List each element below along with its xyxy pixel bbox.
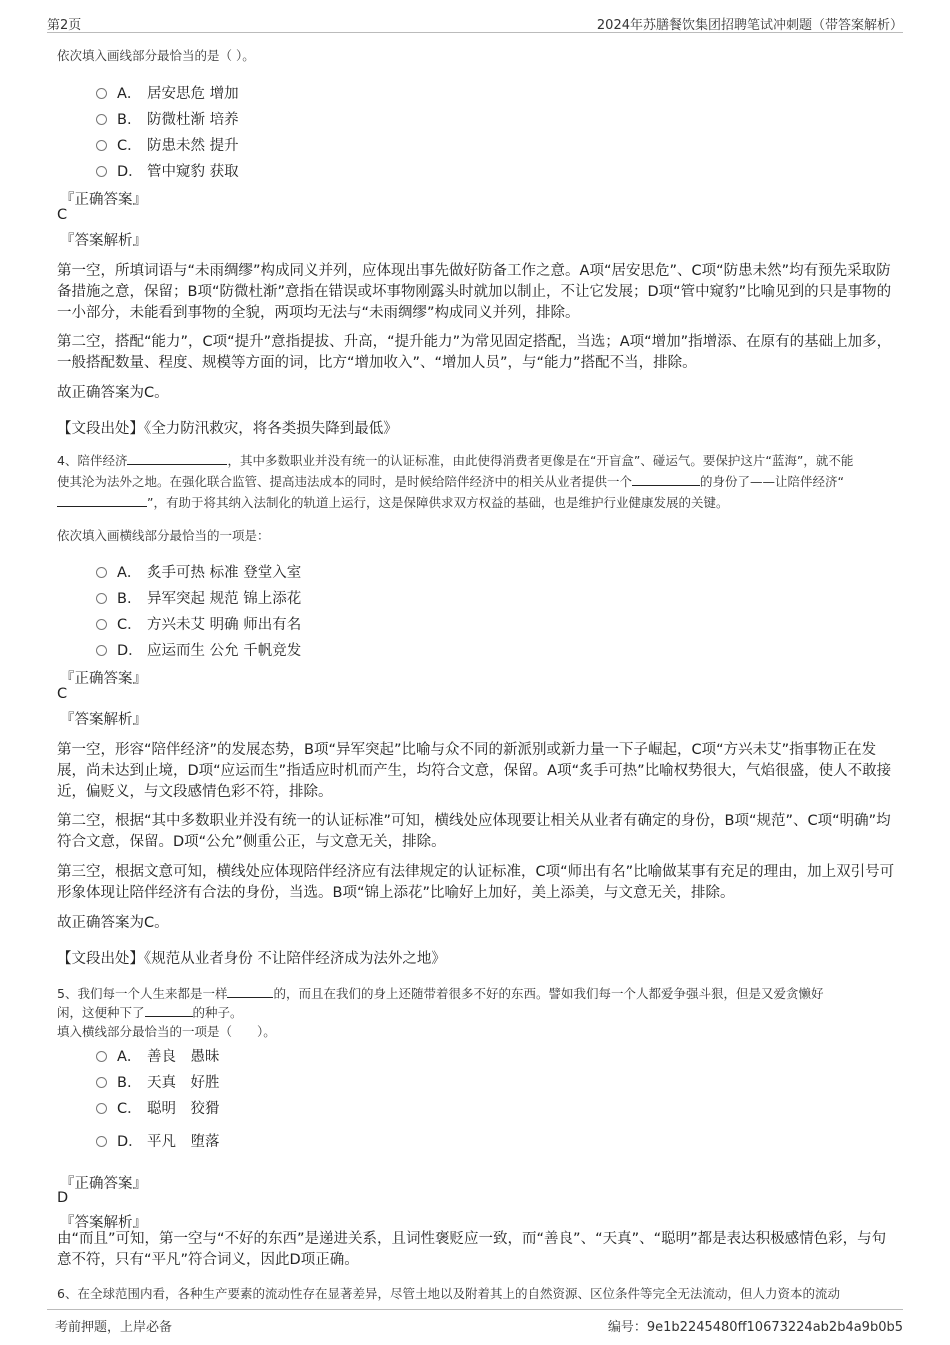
q5-analysis-label: 『答案解析』 — [60, 1215, 147, 1231]
q3-analysis-paragraph-2: 第二空，搭配“能力”，C项“提升”意指提拔、升高，“提升能力”为常见固定搭配，当选；A项“增加”指增添、在原有的基础上加多，一般搭配数量、程度、规模等方面的词，比方“增加收入”、“增加人员”，与“能力”搭配不当，排除。 — [57, 334, 892, 371]
q4-analysis-paragraph-3: 第三空，根据文意可知，横线处应体现陪伴经济应有法律规定的认证标准，C项“师出有名”比喻做某事有充足的理由，加上双引号可形象体现让陪伴经济有合法的身份，当选。B项“锦上添花”比喻好上加好，美上添美，与文意无关，排除。 — [57, 864, 895, 901]
q4-stem-line-1: 4、陪伴经济 ，其中多数职业并没有统一的认证标准，由此使得消费者更像是在“开盲盒”、碰运气。要保护这片“蓝海”，就不能 — [57, 453, 854, 468]
q4-analysis-paragraph-1: 第一空，形容“陪伴经济”的发展态势，B项“异军突起”比喻与众不同的新派别或新力量一下子崛起，C项“方兴未艾”指事物正在发展，尚未达到止境，D项“应运而生”指适应时机而产生，均符合文意，保留。A项“炙手可热”比喻权势很大，气焰很盛，使人不敢接近，偏贬义，与文段感情色彩不符，排除。 — [57, 742, 892, 800]
q3-prompt: 依次填入画线部分最恰当的是（ ）。 — [57, 48, 255, 63]
radio-icon[interactable] — [96, 593, 107, 604]
radio-icon[interactable] — [96, 1077, 107, 1088]
q3-option-d[interactable]: D． 管中窥豹 获取 — [96, 160, 239, 181]
radio-icon[interactable] — [96, 1051, 107, 1062]
q4-analysis-paragraph-2: 第二空，根据“其中多数职业并没有统一的认证标准”可知，横线处应体现要让相关从业者有确定的身份，B项“规范”、C项“明确”均符合文意，保留。D项“公允”侧重公正，与文意无关，排除。 — [57, 813, 891, 850]
footer-slogan: 考前押题，上岸必备 — [55, 1320, 173, 1335]
q5-stem-line-1: 5、我们每一个人生来都是一样 的，而且在我们的身上还随带着很多不好的东西。譬如我们每一个人都爱争强斗狠，但是又爱贪懒好 — [57, 986, 824, 1001]
radio-icon[interactable] — [96, 140, 107, 151]
q3-analysis-paragraph-1: 第一空，所填词语与“未雨绸缪”构成同义并列，应体现出事先做好防备工作之意。A项“居安思危”、C项“防患未然”均有预先采取防备措施之意，保留；B项“防微杜渐”意指在错误或坏事物刚露头时就加以制止，不让它发展；D项“管中窥豹”比喻见到的只是事物的一小部分，未能看到事物的全貌，两项均无法与“未雨绸缪”构成同义并列，排除。 — [57, 263, 892, 321]
q4-prompt: 依次填入画横线部分最恰当的一项是： — [57, 528, 270, 543]
document-id: 编号：9e1b2245480ff10673224ab2b4a9b0b5 — [607, 1320, 903, 1335]
q3-option-b[interactable]: B. 防微杜渐 培养 — [96, 108, 239, 129]
q5-option-b[interactable]: B. 天真 好胜 — [96, 1071, 220, 1092]
q5-option-a[interactable]: A． 善良 愚昧 — [96, 1045, 220, 1066]
q4-option-a[interactable]: A． 炙手可热 标准 登堂入室 — [96, 561, 301, 582]
q4-option-b[interactable]: B. 异军突起 规范 锦上添花 — [96, 587, 301, 608]
q5-stem-line-2: 闲，这便种下了 的种子。 — [57, 1005, 243, 1020]
radio-icon[interactable] — [96, 88, 107, 99]
q3-analysis-paragraph-3: 故正确答案为C。 — [57, 385, 169, 401]
q4-stem-line-3: ”，有助于将其纳入法制化的轨道上运行，这是保障供求双方权益的基础，也是维护行业健康发展的关键。 — [57, 492, 897, 513]
radio-icon[interactable] — [96, 619, 107, 630]
document-title: 2024年苏膳餐饮集团招聘笔试冲刺题（带答案解析） — [596, 18, 903, 33]
q3-option-c[interactable]: C． 防患未然 提升 — [96, 134, 239, 155]
q6-stem: 6、在全球范围内看，各种生产要素的流动性存在显著差异，尽管土地以及附着其上的自然资源、区位条件等完全无法流动，但人力资本的流动 — [57, 1286, 840, 1301]
q4-source: 【文段出处】《规范从业者身份 不让陪伴经济成为法外之地》 — [57, 951, 446, 967]
q3-source: 【文段出处】《全力防汛救灾，将各类损失降到最低》 — [57, 421, 398, 437]
q4-answer-label: 『正确答案』 — [60, 671, 147, 687]
q5-option-d[interactable]: D． 平凡 堕落 — [96, 1130, 220, 1151]
radio-icon[interactable] — [96, 645, 107, 656]
q3-answer-label: 『正确答案』 — [60, 192, 147, 208]
q4-option-d[interactable]: D． 应运而生 公允 千帆竞发 — [96, 639, 301, 660]
q4-analysis-paragraph-4: 故正确答案为C。 — [57, 915, 169, 931]
q5-answer: D — [57, 1190, 69, 1206]
q5-answer-label: 『正确答案』 — [60, 1176, 147, 1192]
page-header — [47, 12, 903, 33]
page-footer — [47, 1309, 903, 1336]
radio-icon[interactable] — [96, 567, 107, 578]
q5-prompt: 填入横线部分最恰当的一项是（ ）。 — [57, 1024, 276, 1039]
radio-icon[interactable] — [96, 1103, 107, 1114]
q4-answer: C — [57, 686, 68, 702]
q3-answer: C — [57, 207, 68, 223]
page-number: 第2页 — [47, 18, 82, 33]
radio-icon[interactable] — [96, 114, 107, 125]
q3-option-a[interactable]: A． 居安思危 增加 — [96, 82, 239, 103]
q3-analysis-label: 『答案解析』 — [60, 233, 147, 249]
radio-icon[interactable] — [96, 166, 107, 177]
q4-option-c[interactable]: C． 方兴未艾 明确 师出有名 — [96, 613, 301, 634]
q5-option-c[interactable]: C． 聪明 狡猾 — [96, 1097, 220, 1118]
q4-analysis-label: 『答案解析』 — [60, 712, 147, 728]
q4-stem-line-2: 使其沦为法外之地。在强化联合监管、提高违法成本的同时，是时候给陪伴经济中的相关从业者提供一个 的身份了——让陪伴经济“ — [57, 474, 844, 489]
q5-analysis: 由“而且”可知，第一空与“不好的东西”是递进关系，且词性褒贬应一致，而“善良”、“天真”、“聪明”都是表达积极感情色彩，与句意不符，只有“平凡”符合词义，因此D项正确。 — [57, 1231, 887, 1268]
radio-icon[interactable] — [96, 1136, 107, 1147]
